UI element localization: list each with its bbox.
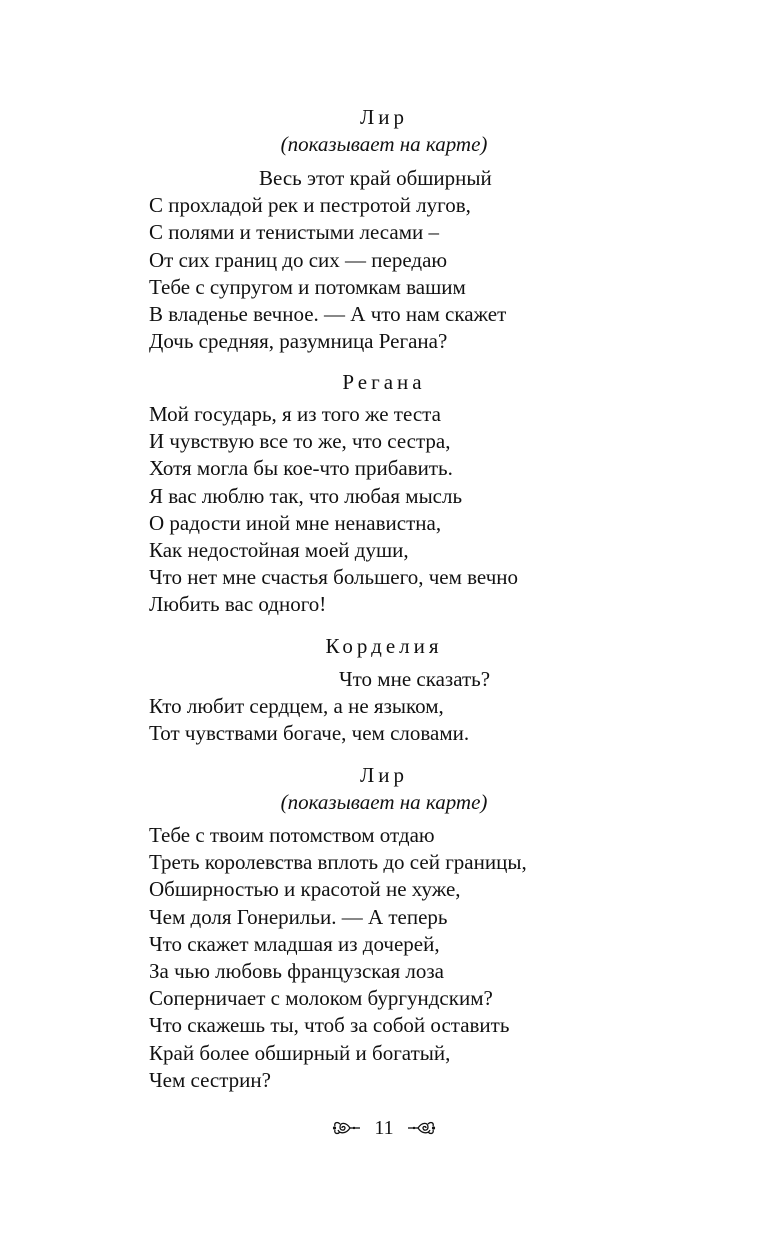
verse-line: Что скажешь ты, чтоб за собой оставить: [149, 1013, 510, 1038]
verse-block: [149, 165, 709, 355]
speaker-name: Лир: [360, 763, 408, 787]
verse-line: Я вас люблю так, что любая мысль: [149, 483, 463, 508]
verse-line: За чью любовь французская лоза: [149, 959, 444, 984]
verse-line: Любить вас одного!: [149, 592, 327, 617]
verse-line: Чем доля Гонерильи. — А теперь: [149, 904, 448, 929]
verse-line: Что мне сказать?: [339, 667, 491, 691]
stage-direction: (показывает на карте): [280, 790, 488, 814]
verse-line: Обширностью и красотой не хуже,: [149, 877, 461, 902]
verse-line: В владенье вечное. — А что нам скажет: [149, 302, 507, 327]
verse-line: Дочь средняя, разумница Регана?: [149, 329, 448, 354]
page-footer: [0, 1112, 768, 1144]
verse-line: Чем сестрин?: [149, 1067, 271, 1092]
verse-line: От сих границ до сих — передаю: [149, 247, 448, 272]
speaker-name: Регана: [342, 370, 426, 394]
verse-line: Что нет мне счастья большего, чем вечно: [149, 565, 519, 590]
verse-block: [149, 401, 709, 619]
verse-line: Хотя могла бы кое-что прибавить.: [149, 456, 453, 481]
verse-line: Тебе с супругом и потомкам вашим: [149, 274, 466, 299]
stage-direction: (показывает на карте): [280, 132, 488, 156]
verse-line: С прохладой рек и пестротой лугов,: [149, 193, 471, 218]
verse-line: Край более обширный и богатый,: [149, 1040, 451, 1065]
verse-line: Соперничает с молоком бургундским?: [149, 986, 493, 1011]
verse-line: Тебе с твоим потомством отдаю: [149, 823, 435, 847]
fleuron-left-icon: [332, 1118, 362, 1138]
verse-line: Треть королевства вплоть до сей границы,: [149, 850, 527, 875]
speaker-name: Лир: [360, 105, 408, 129]
fleuron-right-icon: [406, 1118, 436, 1138]
verse-line: О радости иной мне ненавистна,: [149, 510, 442, 535]
page-number: 11: [374, 1117, 394, 1139]
verse-line: И чувствую все то же, что сестра,: [149, 429, 451, 454]
verse-line: Как недостойная моей души,: [149, 538, 409, 563]
verse-line: С полями и тенистыми лесами –: [149, 220, 439, 245]
verse-line: Мой государь, я из того же теста: [149, 402, 441, 426]
verse-line: Весь этот край обширный: [259, 166, 492, 190]
verse-block: [149, 666, 709, 748]
verse-line: Кто любит сердцем, а не языком,: [149, 694, 444, 719]
verse-block: [149, 822, 709, 1094]
verse-line: Что скажет младшая из дочерей,: [149, 931, 440, 956]
speaker-name: Корделия: [325, 634, 443, 658]
verse-line: Тот чувствами богаче, чем словами.: [149, 721, 470, 746]
